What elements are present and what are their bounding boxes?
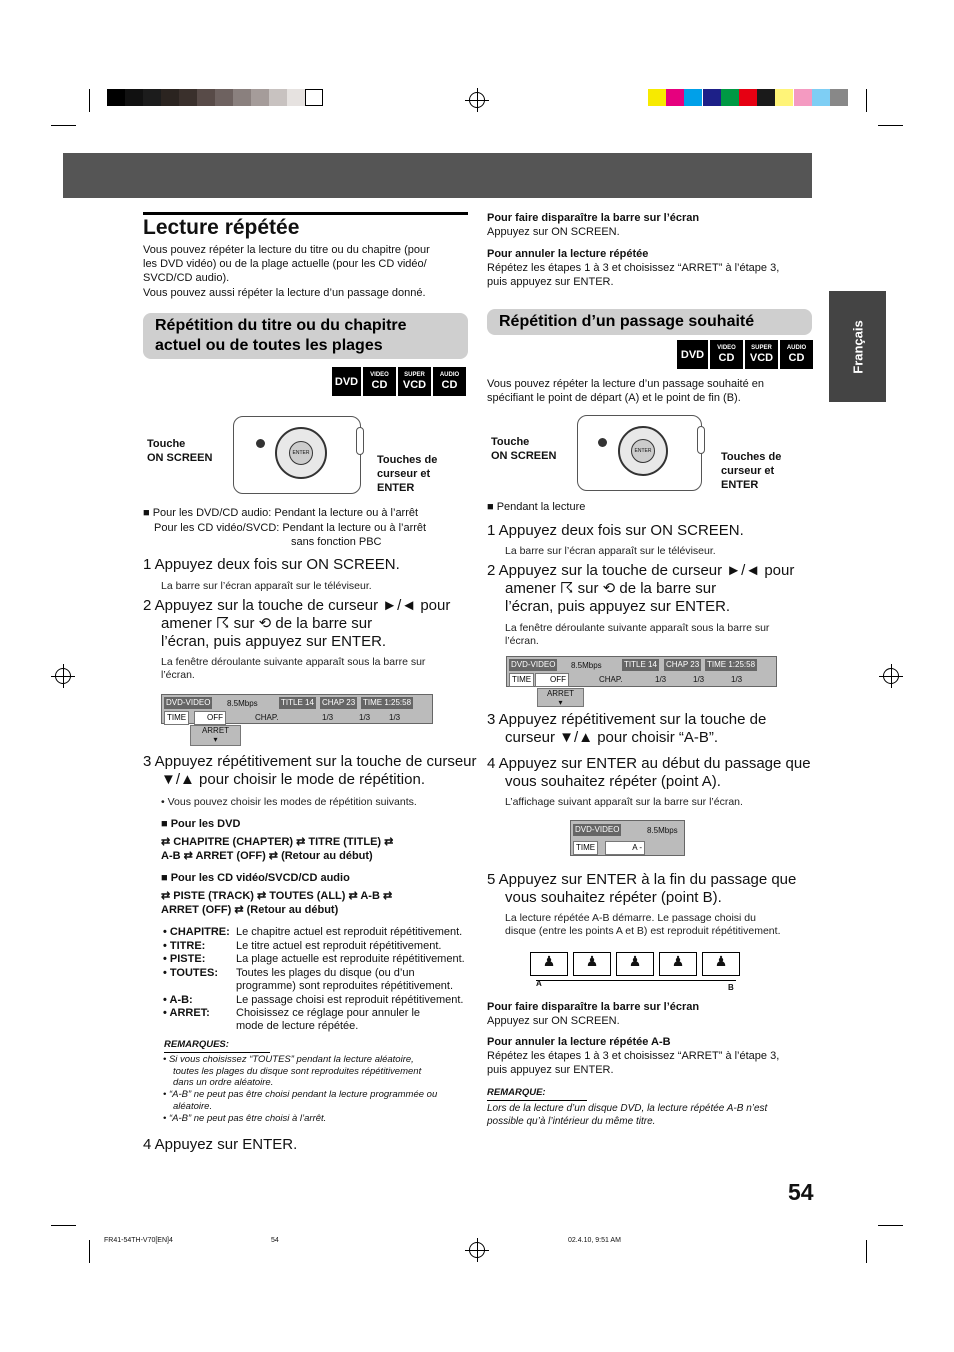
ab-step-5-note: La lecture répétée A-B démarre. Le passage choisi du disque (entre les points A et B) est reproduit répétitivement. [505, 912, 781, 937]
definition-key: • A-B: [163, 993, 193, 1006]
definition-text: mode de lecture répétée. [236, 1020, 359, 1032]
definition-key: • CHAPITRE: [163, 926, 230, 938]
condition-note: sans fonction PBC [291, 536, 382, 548]
osd-bar: DVD-VIDEO 8.5Mbps TITLE 14 CHAP 23 TIME 1:25:58 TIME OFF CHAP. 1/3 1/3 1/3 [506, 656, 777, 687]
registration-mark-icon [883, 668, 899, 684]
step-1-note: La barre sur l’écran apparaît sur le téléviseur. [161, 580, 372, 592]
swatch [215, 89, 233, 106]
cancel-ab-text: puis appuyez sur ENTER. [487, 1064, 614, 1076]
osd-bar: DVD-VIDEO 8.5Mbps TITLE 14 CHAP 23 TIME 1:25:58 TIME OFF CHAP. 1/3 1/3 1/3 [161, 694, 433, 724]
remote-edge [356, 427, 364, 455]
frame: ♟ [659, 952, 697, 976]
remark-text: Lors de la lecture d’un disque DVD, la lecture répétée A-B n’est [487, 1103, 768, 1114]
remark-text: possible qu’à l’intérieur du même titre. [487, 1116, 656, 1127]
ab-intro: Vous pouvez répéter la lecture d’un passage souhaité en [487, 378, 765, 390]
frame: ♟ [702, 952, 740, 976]
frame: ♟ [530, 952, 568, 976]
step-2: 2 Appuyez sur la touche de curseur ►/◄ pour amener ☈ sur ⟲ de la barre sur l’écran, puis appuyez sur ENTER. [143, 597, 451, 650]
frame: ♟ [573, 952, 611, 976]
onscreen-label: Touche ON SCREEN [147, 438, 213, 464]
swatch [197, 89, 215, 106]
ab-frames-illustration [530, 950, 740, 994]
repeat-dropdown: ARRET ▾ [190, 725, 241, 746]
cancel-heading: Pour annuler la lecture répétée [487, 248, 649, 260]
ab-step-2: 2 Appuyez sur la touche de curseur ►/◄ pour amener ☈ sur ⟲ de la barre sur l’écran, puis appuyez sur ENTER. [487, 562, 795, 615]
remark-line: aléatoire. [173, 1100, 213, 1112]
swatch [125, 89, 143, 106]
cancel-ab-text: Répétez les étapes 1 à 3 et choisissez “ARRET” à l’étape 3, [487, 1050, 780, 1062]
repeat-dropdown: ARRET ▾ [537, 688, 584, 707]
swatch [161, 89, 179, 106]
definition-key: • PISTE: [163, 953, 206, 965]
language-tab [829, 291, 886, 402]
remote-illustration [233, 416, 361, 494]
condition-note: Pour les CD vidéo/SVCD: Pendant la lecture ou à l’arrêt [154, 522, 427, 534]
badge-dvd: DVD [677, 340, 708, 369]
remark-line: • Si vous choisissez “TOUTES” pendant la lecture aléatoire, [163, 1054, 414, 1065]
title-rule [143, 212, 468, 215]
ab-range-line [536, 980, 736, 981]
hide-bar-heading: Pour faire disparaître la barre sur l’écran [487, 1001, 700, 1013]
step-3-note: • Vous pouvez choisir les modes de répétition suivants. [161, 796, 417, 808]
section-heading-line: actuel ou de toutes les plages [155, 337, 383, 354]
swatch [775, 89, 793, 106]
page-title: Lecture répétée [143, 216, 300, 239]
ab-step-5: 5 Appuyez sur ENTER à la fin du passage que vous souhaitez répéter (point B). [487, 871, 797, 906]
crop-mark [878, 1225, 903, 1226]
remark-heading: REMARQUE: [487, 1086, 587, 1101]
crop-mark [878, 125, 903, 126]
badge-video-cd: VIDEO CD [710, 340, 743, 369]
definition-text: Le titre actuel est reproduit répétitivement. [236, 939, 442, 952]
disc-badges [332, 367, 466, 396]
footer-file: FR41-54TH-V70[EN]4 [104, 1237, 173, 1244]
onscreen-label: Touche ON SCREEN [491, 436, 557, 462]
registration-mark-icon [469, 92, 485, 108]
during-playback-note: ■ Pendant la lecture [487, 501, 586, 513]
registration-mark-icon [469, 1242, 485, 1258]
remark-line: dans un ordre aléatoire. [173, 1077, 274, 1089]
swatch [305, 89, 323, 106]
onscreen-button [598, 438, 607, 447]
ab-step-4-note: L’affichage suivant apparaît sur la barre sur l’écran. [505, 796, 743, 808]
cancel-text: Répétez les étapes 1 à 3 et choisissez “ARRET” à l’étape 3, [487, 262, 780, 274]
section-heading-line: Répétition du titre ou du chapitre [155, 317, 407, 334]
enter-button: ENTER [631, 439, 655, 463]
swatch [794, 89, 812, 106]
definition-key: • TOUTES: [163, 966, 218, 979]
swatch [648, 89, 666, 106]
cd-modes: ⇄ PISTE (TRACK) ⇄ TOUTES (ALL) ⇄ A-B ⇄ [161, 890, 393, 902]
footer-page: 54 [271, 1237, 279, 1244]
onscreen-button [256, 439, 265, 448]
swatch [143, 89, 161, 106]
swatch [233, 89, 251, 106]
point-a: A [536, 979, 542, 988]
page-number: 54 [788, 1179, 814, 1205]
osd-ab-bar: DVD-VIDEO 8.5Mbps TIME A - [570, 820, 685, 856]
disc-badges [677, 340, 813, 369]
swatch [269, 89, 287, 106]
crop-mark [89, 1240, 90, 1263]
intro-line: Vous pouvez aussi répéter la lecture d’un passage donné. [143, 287, 426, 299]
swatch [107, 89, 125, 106]
definition-text: La plage actuelle est reproduite répétitivement. [236, 953, 465, 965]
cancel-text: puis appuyez sur ENTER. [487, 276, 614, 288]
header-band [63, 153, 812, 198]
intro-line: les DVD vidéo) ou de la plage actuelle (pour les CD vidéo/ [143, 258, 427, 270]
swatch [721, 89, 739, 106]
language-label: Français [850, 319, 865, 374]
footer-date: 02.4.10, 9:51 AM [568, 1237, 621, 1244]
remark-line: • “A-B” ne peut pas être choisi pendant la lecture programmée ou [163, 1089, 438, 1101]
dvd-modes-heading: ■ Pour les DVD [161, 818, 241, 830]
hide-bar-text: Appuyez sur ON SCREEN. [487, 1015, 620, 1027]
registration-mark-icon [55, 668, 71, 684]
badge-super-vcd: SUPER VCD [398, 367, 431, 396]
crop-mark [89, 89, 90, 112]
crop-mark [51, 125, 76, 126]
step-4: 4 Appuyez sur ENTER. [143, 1136, 298, 1153]
swatch [757, 89, 775, 106]
swatch [287, 89, 305, 106]
ab-step-1: 1 Appuyez deux fois sur ON SCREEN. [487, 522, 744, 539]
swatch [830, 89, 848, 106]
remark-line: toutes les plages du disque sont reproduites répétitivement [173, 1065, 422, 1077]
definition-text: Le chapitre actuel est reproduit répétitivement. [236, 926, 463, 938]
swatch [179, 89, 197, 106]
ab-step-2-note: La fenêtre déroulante suivante apparaît sous la barre sur l’écran. [505, 622, 770, 647]
dvd-modes: ⇄ CHAPITRE (CHAPTER) ⇄ TITRE (TITLE) ⇄ [161, 836, 394, 848]
badge-video-cd: VIDEO CD [363, 367, 396, 396]
definition-text: Toutes les plages du disque (ou d’un [236, 966, 415, 979]
hide-bar-heading: Pour faire disparaître la barre sur l’écran [487, 212, 700, 224]
badge-audio-cd: AUDIO CD [433, 367, 466, 396]
condition-note: ■ Pour les DVD/CD audio: Pendant la lecture ou à l’arrêt [143, 507, 419, 519]
cd-modes-heading: ■ Pour les CD vidéo/SVCD/CD audio [161, 872, 350, 884]
remote-edge [697, 426, 705, 454]
swatch [251, 89, 269, 106]
frame: ♟ [616, 952, 654, 976]
step-3: 3 Appuyez répétitivement sur la touche de curseur ▼/▲ pour choisir le mode de répétition. [143, 753, 477, 788]
definition-key: • TITRE: [163, 939, 206, 952]
badge-super-vcd: SUPER VCD [745, 340, 778, 369]
step-2-note: La fenêtre déroulante suivante apparaît sous la barre sur l’écran. [161, 656, 426, 681]
intro-line: Vous pouvez répéter la lecture du titre ou du chapitre (pour [143, 244, 430, 256]
step-1: 1 Appuyez deux fois sur ON SCREEN. [143, 556, 400, 573]
cd-modes: ARRET (OFF) ⇄ (Retour au début) [161, 904, 339, 916]
ab-step-3: 3 Appuyez répétitivement sur la touche de curseur ▼/▲ pour choisir “A-B”. [487, 711, 767, 746]
crop-mark [51, 1225, 76, 1226]
point-b: B [728, 983, 734, 992]
swatch [666, 89, 684, 106]
remarks-heading: REMARQUES: [164, 1038, 270, 1053]
cursor-keys-label: Touches de curseur et ENTER [377, 454, 438, 494]
definition-text: Choisissez ce réglage pour annuler le [236, 1007, 421, 1019]
crop-mark [866, 1240, 867, 1263]
badge-audio-cd: AUDIO CD [780, 340, 813, 369]
remote-illustration [577, 415, 702, 491]
ab-step-4: 4 Appuyez sur ENTER au début du passage que vous souhaitez répéter (point A). [487, 755, 811, 790]
cursor-keys-label: Touches de curseur et ENTER [721, 451, 782, 491]
hide-bar-text: Appuyez sur ON SCREEN. [487, 226, 620, 238]
section-heading [143, 313, 468, 359]
section-heading-ab: Répétition d’un passage souhaité [487, 309, 812, 335]
definition-text: programme) sont reproduites répétitivement. [236, 979, 454, 992]
enter-button: ENTER [289, 441, 313, 465]
ab-step-1-note: La barre sur l’écran apparaît sur le téléviseur. [505, 545, 716, 557]
intro-line: SVCD/CD audio). [143, 272, 230, 284]
remark-line: • “A-B” ne peut pas être choisi à l’arrêt. [163, 1112, 327, 1124]
swatch [812, 89, 830, 106]
cancel-ab-heading: Pour annuler la lecture répétée A-B [487, 1036, 671, 1048]
swatch [684, 89, 702, 106]
definition-text: Le passage choisi est reproduit répétitivement. [236, 993, 464, 1006]
dvd-modes: A-B ⇄ ARRET (OFF) ⇄ (Retour au début) [161, 850, 373, 862]
swatch [739, 89, 757, 106]
ab-intro: spécifiant le point de départ (A) et le point de fin (B). [487, 392, 741, 404]
swatch [703, 89, 721, 106]
crop-mark [866, 89, 867, 112]
badge-dvd: DVD [332, 367, 361, 396]
definition-key: • ARRET: [163, 1007, 210, 1019]
